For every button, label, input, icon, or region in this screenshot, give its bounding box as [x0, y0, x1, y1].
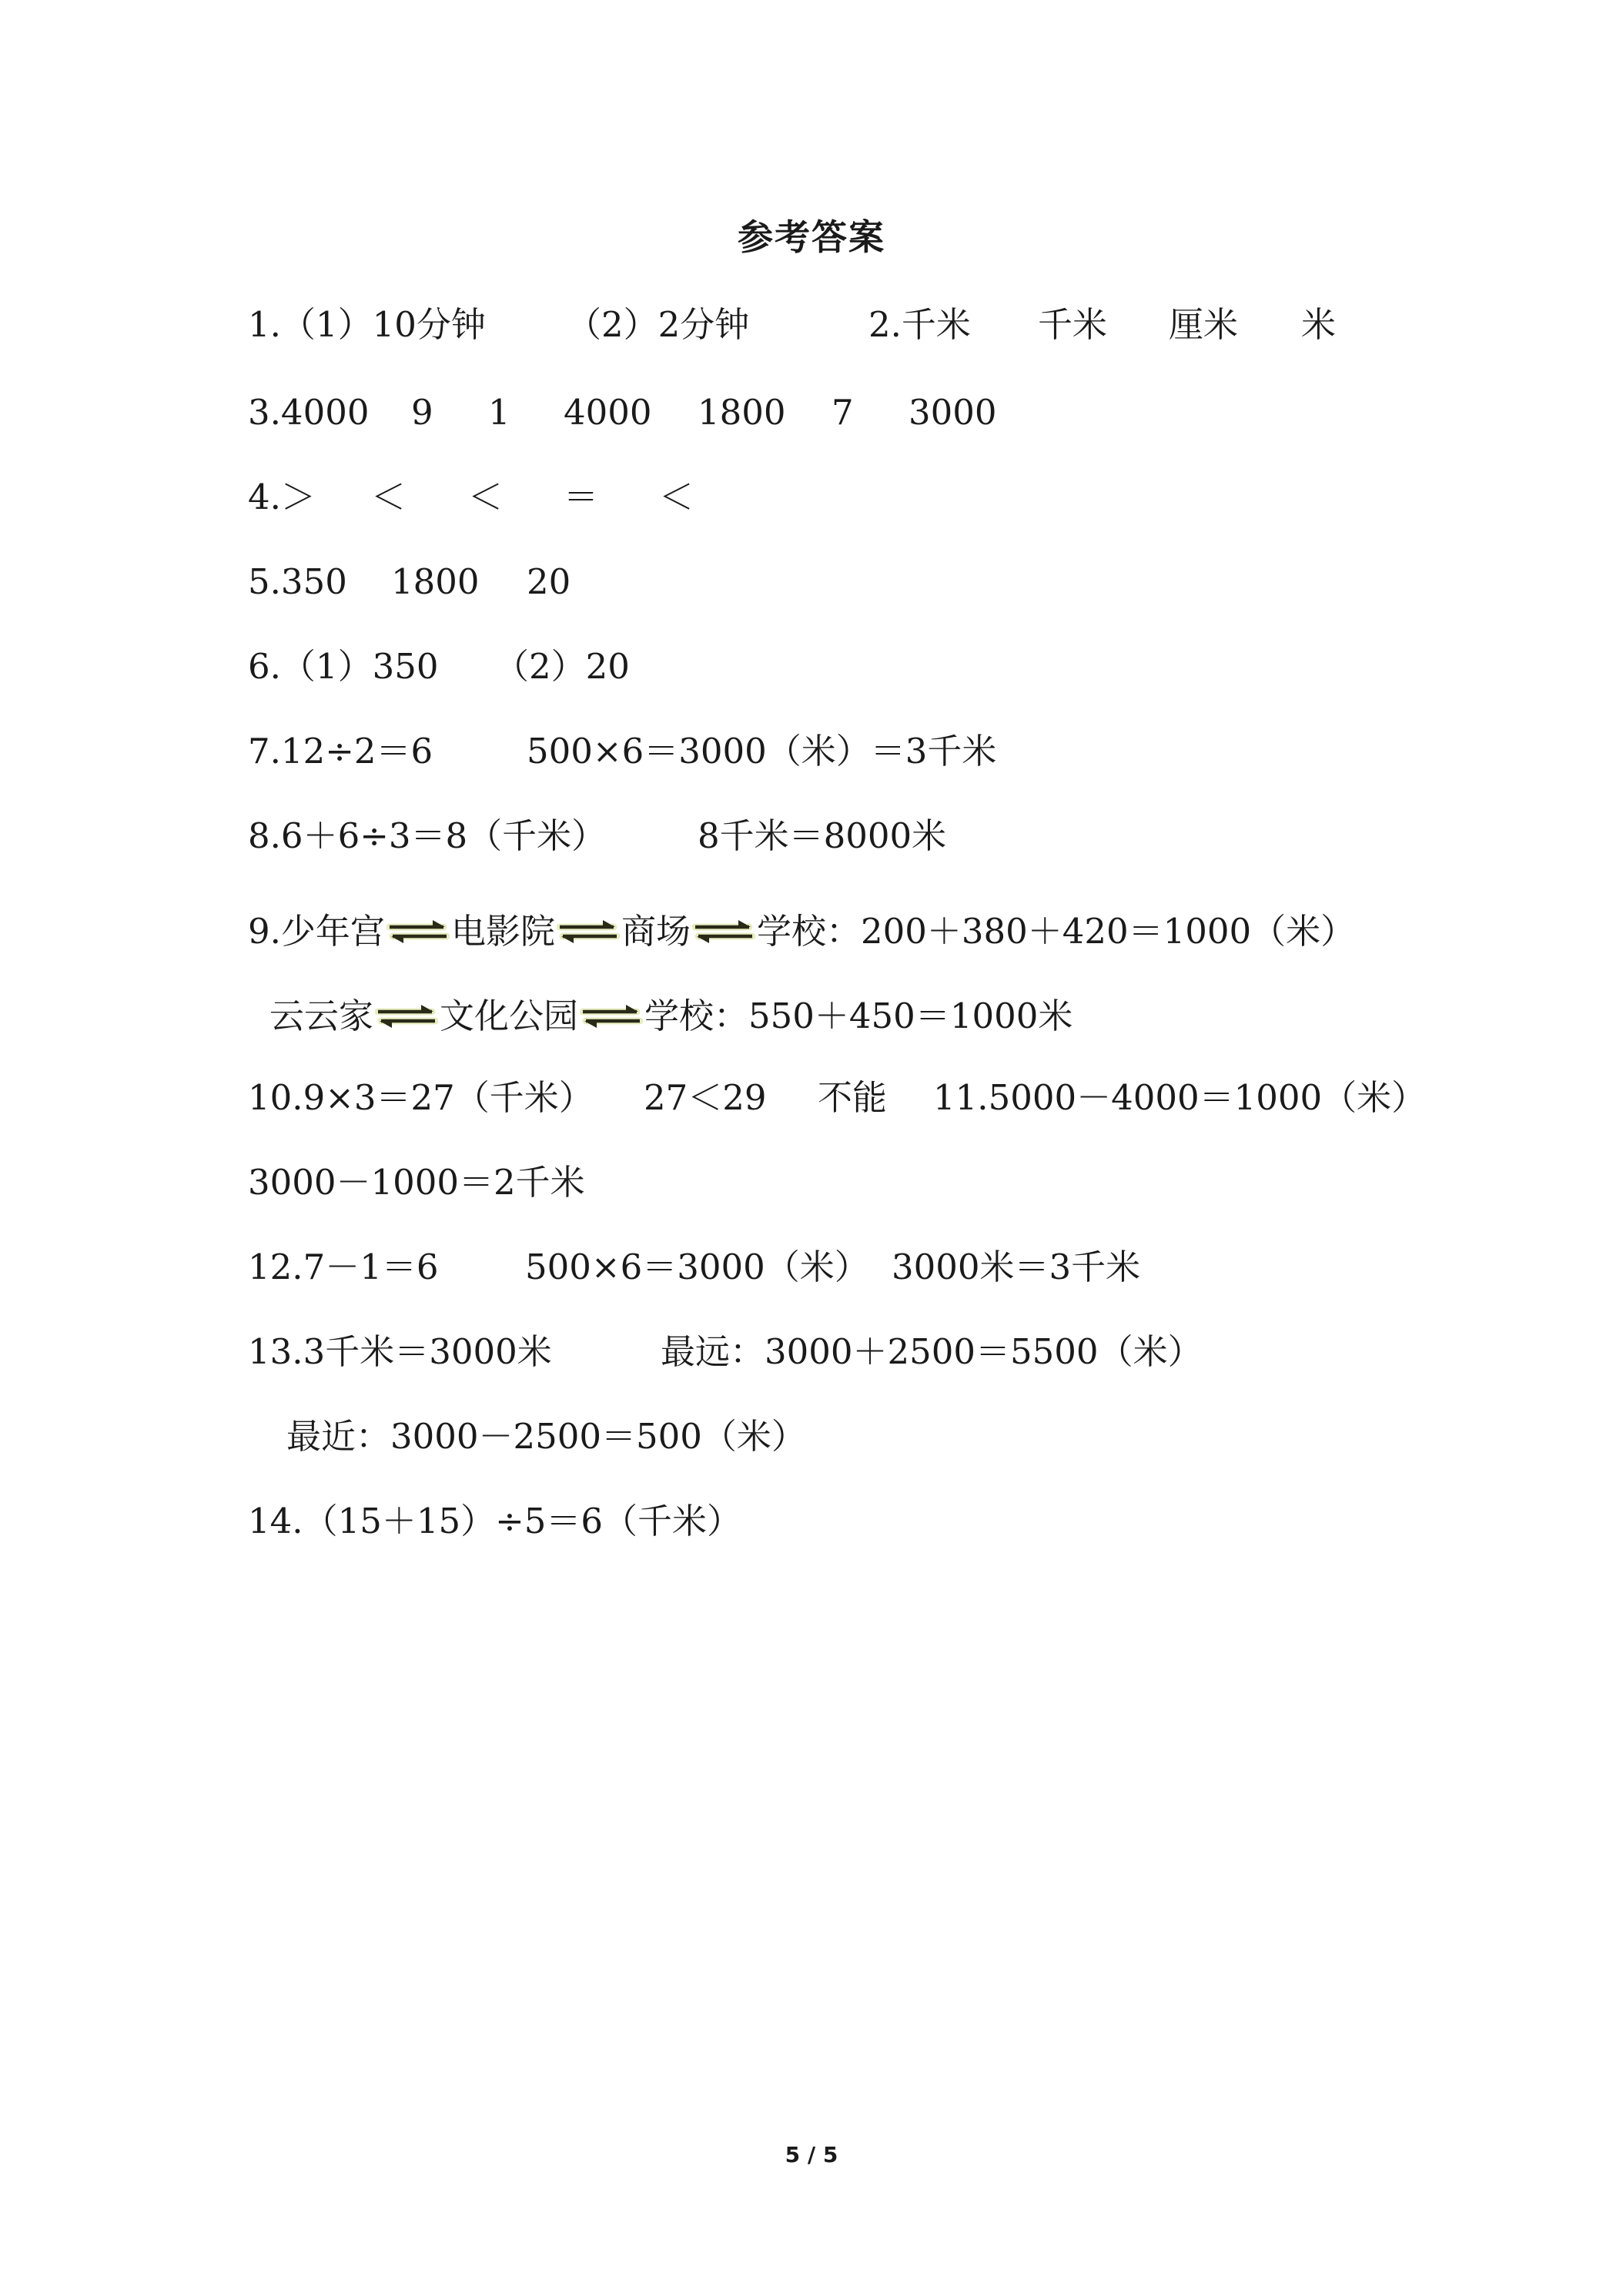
double-arrow-icon [580, 1002, 643, 1030]
q13-part1: 13.3千米＝3000米 [248, 1331, 552, 1372]
q1-part1: 1.（1）10分钟 [248, 304, 486, 345]
q10-part2: 27＜29 [644, 1077, 767, 1118]
q3-answer-2: 9 [411, 392, 433, 433]
q1-part2: （2）2分钟 [567, 304, 750, 345]
q7-part2: 500×6＝3000（米）＝3千米 [527, 731, 997, 771]
q12-part3: 3000米＝3千米 [892, 1247, 1141, 1287]
q2-answer-3: 厘米 [1169, 304, 1239, 345]
q10-part1: 10.9×3＝27（千米） [248, 1077, 594, 1118]
q11-part2: 3000－1000＝2千米 [248, 1162, 585, 1203]
q8-part1: 8.6＋6÷3＝8（千米） [248, 815, 607, 856]
q5-answer-2: 1800 [391, 561, 480, 602]
q5-answer-3: 20 [527, 561, 571, 602]
q3-answer-4: 4000 [564, 392, 652, 433]
q9-route2-start: 云云家 [269, 996, 374, 1036]
q10-part3: 不能 [818, 1077, 888, 1118]
q9-route2-text [269, 993, 1073, 1039]
q9-route1-start: 9.少年宫 [248, 911, 385, 952]
q4-answer-1: 4.＞ [248, 477, 316, 517]
q8-part2: 8千米＝8000米 [698, 815, 947, 856]
page-number: 5 / 5 [785, 2142, 838, 2167]
q9-route1-place2: 商场 [621, 911, 691, 952]
double-arrow-icon [375, 1002, 438, 1030]
q4-answer-5: ＜ [659, 477, 694, 517]
q5-answer-1: 5.350 [248, 561, 347, 602]
q4-answer-3: ＜ [468, 477, 504, 517]
q9-route1-place1: 电影院 [450, 911, 555, 952]
double-arrow-icon [557, 918, 620, 946]
q13-part2: 最远：3000＋2500＝5500（米） [661, 1331, 1203, 1372]
q9-route2-end: 学校：550＋450＝1000米 [644, 996, 1073, 1036]
q11-part1: 11.5000－4000＝1000（米） [933, 1077, 1427, 1118]
q9-route2-place1: 文化公园 [440, 996, 579, 1036]
q3-answer-7: 3000 [909, 392, 997, 433]
double-arrow-icon [692, 918, 755, 946]
q4-answer-2: ＜ [371, 477, 407, 517]
q9-route1-end: 学校：200＋380＋420＝1000（米） [756, 911, 1356, 952]
q12-part1: 12.7－1＝6 [248, 1247, 439, 1287]
q6-part2: （2）20 [494, 646, 630, 687]
q2-answer-1: 2.千米 [868, 304, 971, 345]
q3-answer-6: 7 [832, 392, 854, 433]
q13-part3: 最近：3000－2500＝500（米） [286, 1416, 806, 1457]
q2-answer-2: 千米 [1038, 304, 1108, 345]
q3-answer-3: 1 [488, 392, 510, 433]
q9-route1-text [248, 909, 1355, 955]
double-arrow-icon [387, 918, 450, 946]
q2-answer-4: 米 [1301, 304, 1337, 345]
q7-part1: 7.12÷2＝6 [248, 731, 433, 771]
q3-answer-1: 3.4000 [248, 392, 370, 433]
page-title: 参考答案 [738, 216, 885, 258]
q6-part1: 6.（1）350 [248, 646, 439, 687]
q3-answer-5: 1800 [698, 392, 786, 433]
q12-part2: 500×6＝3000（米） [525, 1247, 869, 1287]
q4-answer-4: ＝ [564, 477, 599, 517]
q14-answer: 14.（15＋15）÷5＝6（千米） [248, 1501, 742, 1541]
